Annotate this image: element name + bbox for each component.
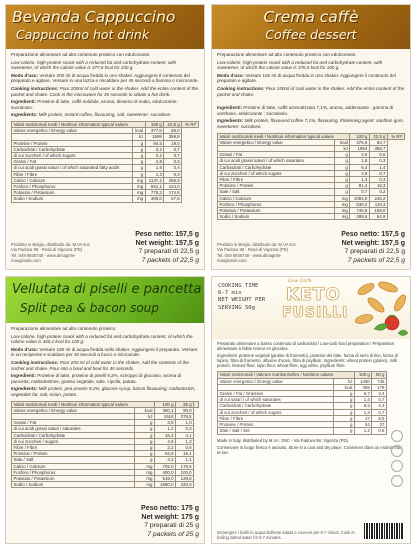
product-title-en: Cappuccino hot drink [16,27,150,42]
table-cell: 0,7 [164,152,182,158]
table-cell: 2,8 [145,159,164,165]
column-header: 100 g [350,133,369,139]
intro-en: Low-calorie, high-protein snack with a reduced fat and carbohydrate content, with sweetener, of which the calorie value is 376,5 kcal for 100 g. [217,59,383,71]
table-cell: 420,0 [176,482,194,488]
table-cell: 124,0 [164,183,182,189]
column-header: Valori nutrizionali / Valeurs nutritionnelles / Nutrition values [218,372,355,378]
table-cell: Proteine / Protein [218,422,334,428]
cooking: Cooking instructions: Pour 200 ml of cold water in the shaker. Add the contents of the sachet and shake. Pour into a bowl and heat for 45 seconds. [11,359,189,371]
table-cell: kcal [132,128,145,134]
table-cell: Fibre / Fibre [12,171,133,177]
table-cell: Fibre / Fibre [12,444,135,450]
distributor-info: Prodotto in Belgio, distribuito da: M.VA snc Via Padova 98 - Rosà di Vigonza (PD) Tel. 049 8936748 - www.dimagrire-mangiando.com [11,242,90,263]
table-cell: kcal [334,384,354,390]
table-cell: 85,0 [164,128,182,134]
table-cell: Valore energetico / Energy value [218,378,334,384]
column-header: 22,5 g [164,121,182,127]
table-header-row [12,121,199,127]
table-cell: 4,1 [176,432,194,438]
column-header: 22,5 g [369,133,387,139]
table-cell: 119,3 [369,201,387,207]
weight-info: Peso netto: 157,5 g Net weight: 157,5 g 7 preparati di 22,5 g 7 packets of 22,5 g [135,231,199,264]
table-cell: g [334,403,354,409]
column-header: 100 g [145,121,164,127]
table-cell: Calcio / Calcium [12,463,135,469]
table-cell: kJ [334,145,350,151]
table-row [12,482,199,488]
table-cell: 1094,0 [350,195,369,201]
table-cell: 0,7 [372,397,387,403]
table-cell: 1,1 [176,457,194,463]
table-cell: g [334,183,350,189]
table-cell: 255,9 [164,177,182,183]
column-header: 100 g [154,401,175,407]
table-cell: 0,3 [369,158,387,164]
table-cell: kJ [132,134,145,140]
table-cell: 0,7 [350,189,369,195]
column-header: 50 g [372,372,387,378]
card-body [6,49,204,203]
table-cell: g [334,422,354,428]
table-cell: 178 [372,384,387,390]
intro-it: Preparazione alimentare ad alto contenuto proteico con edulcorante. [11,52,151,57]
keto-ingredients: Ingredienti: proteine vegetali (glutine di frumento), proteine del latte, farina di semi di lino, farina di lupino, fibra di frumento, albume d'uovo, fibra di psyllium. Ingredients: wheat protein (gluten), milk protein, linseed flour, lupin flour, wheat fibre, egg white, psyllium fibre. [217,353,398,369]
table-cell: kcal [334,139,350,145]
ingredients-it: Ingredienti: Proteine di latte, caffè solubile, aroma, dioxeno di sodio, edulcorante: sucralosio. [11,99,178,110]
table-cell: Grassi / Fat [12,159,133,165]
table-cell: 8,5 [372,415,387,421]
table-cell: g [334,152,350,158]
table-cell: g [334,428,354,434]
column-header: % RI* [387,133,404,139]
ingredients-en: Ingredients: Milk protein, instant coffee, flavouring, salt, sweetener: sucralose. [11,112,172,118]
table-cell: 100,0 [176,469,194,475]
leaf-icon [391,430,403,442]
intro-en: Low-calorie, high-protein snack with a reduced fat and carbohydrate content, with sweetener, of which the calorie value is 377,6 kcal for 100 g. [11,59,177,71]
table-cell: g [134,444,154,450]
table-cell: g [132,171,145,177]
table-cell: Grassi / Fat [12,420,135,426]
table-cell: Carboidrati / Carbohydrate [12,432,135,438]
table-cell: g [334,391,354,397]
table-cell: 67,5 [164,196,182,202]
nutrition-table [11,401,199,489]
table-cell: g [134,420,154,426]
table-cell: 530,2 [350,201,369,207]
egg-icon [391,460,403,472]
table-cell: di cui acidi grassi saturi / saturates [12,426,135,432]
product-name-line2: FUSILLI [282,305,349,321]
table-cell: 519,0 [154,475,175,481]
table-cell: Fibre / Fibre [218,415,334,421]
table-cell: 17 [354,415,371,421]
table-cell: g [334,397,354,403]
product-title-it: Bevanda Cappuccino [12,8,176,26]
column-header: Valori nutrizionali medi / Nutrition information typical values [218,133,350,139]
table-cell: mg [132,190,145,196]
table-cell: Sodio / Sodium [12,482,135,488]
grain-icon [391,445,403,457]
table-row [218,428,387,434]
table-cell: 81,4 [350,183,369,189]
table-cell: g [334,164,350,170]
table-cell: di cui zuccheri / sugars [12,438,135,444]
table-cell: Fosforo / Phosphorus [218,201,335,207]
table-cell: 360,1 [154,407,175,413]
table-cell: 355 [354,384,371,390]
table-cell: 376,5 [350,139,369,145]
table-cell: Potassio / Potassium [218,207,335,213]
table-cell: 4,2 [154,457,175,463]
table-cell: di cui acidi grassi saturi / of which saturated fatty acids [12,165,133,171]
table-cell: g [334,176,350,182]
table-cell: Potassio / Potassium [12,475,135,481]
table-cell: 175,5 [176,463,194,469]
table-cell: 8,5 [354,403,371,409]
barcode-icon [364,523,404,539]
table-cell: 359,8 [164,134,182,140]
table-cell: 776,2 [145,190,164,196]
table-cell: 1,2 [154,426,175,432]
column-header: Valori nutrizionali medi / Nutrition information typical values [12,401,155,407]
keto-description: Preparato alimentare a basso contenuto di carboidrati / Low-carb food preparation / Préparation alimentaire à faible teneur en glucides. [217,341,395,352]
table-cell: di cui zuccheri / of which sugars [12,152,133,158]
table-cell: 4,3 [372,403,387,409]
distributor-info: Prodotto in Belgio, distribuito da: M.VA snc Via Padova 98 - Rosà di Vigonza (PD) Tel. 049 8936748 - www.dimagrire-mangiando.com [217,242,296,263]
pasta-illustration [352,277,410,339]
table-cell: g [132,146,145,152]
table-cell: 0,7 [369,170,387,176]
weight-info: Peso netto: 157,5 g Net weight: 157,5 g 7 preparati di 22,5 g 7 packets of 22,5 g [341,231,405,264]
table-cell: Carboidrati / Carbohydrate [12,146,133,152]
table-cell: 1,4 [369,164,387,170]
storage-info: Conservare in luogo fresco e asciutto. Store in a cool and dry place. Conserver dans un endroit frais et sec. [217,444,403,455]
table-cell: 1,3 [354,409,371,415]
table-cell: g [334,158,350,164]
weight-info: Peso netto: 175 g Net weight: 175 g 7 preparati di 25 g 7 packets of 25 g [141,505,199,538]
table-row [218,214,405,220]
table-cell: di cui zuccheri / of which sugars [218,170,335,176]
method: Modo d'uso: Versare 150 ml di acqua fredda in uno shaker. Aggiungere il contenuto del preparato e agitare. [217,72,396,84]
table-cell: mg [134,482,154,488]
card-body [212,49,410,220]
table-cell: Grassi / Fat [218,152,335,158]
table-cell: 1,3 [145,171,164,177]
table-cell: mg [334,195,350,201]
table-header-row [218,133,405,139]
intro-it: Preparazione alimentare ad alto contenuto proteico con edulcorante. [217,52,357,57]
table-cell: 1,2 [176,438,194,444]
milk-icon [391,475,403,487]
table-cell: 27 [372,422,387,428]
table-cell: 0,3 [369,176,387,182]
table-cell: mg [134,463,154,469]
table-cell: Sale / Salt [12,457,135,463]
nutrition-table [217,133,405,221]
table-cell: 0,3 [164,171,182,177]
column-header: Valori nutrizionali medi / Nutrition information typical values [12,121,146,127]
table-cell: 1490 [354,378,371,384]
table-cell: g [334,189,350,195]
table-cell: 1,3 [350,176,369,182]
table-cell: 1,4 [354,397,371,403]
table-cell: 0,7 [164,146,182,152]
table-cell: 2,2 [154,444,175,450]
table-cell: g [334,170,350,176]
nutrition-table [217,371,387,434]
card-header [212,5,410,49]
table-cell: 702,0 [154,463,175,469]
table-cell: mg [132,183,145,189]
product-title-en: Coffee dessert [265,27,357,42]
cooking: Cooking instructions: Pour 200ml of cold water in the shaker. Add the entire content of the packet and shake. Cook in the microwave for 45 seconds to obtain a hot drink. [11,85,199,97]
column-header: 25 g [176,401,194,407]
table-cell: 3,4 [372,391,387,397]
product-title-it: Crema caffè [263,8,359,26]
table-cell: g [134,426,154,432]
table-cell: di cui acidi grassi saturi / of which saturates [218,158,335,164]
table-cell: Valore energetico / Energy value [12,407,135,413]
table-cell: Potassio / Potassium [12,190,133,196]
table-cell: Carboidrati / Carbohydrate [218,403,334,409]
table-cell: kcal [134,407,154,413]
card-header [6,5,204,49]
table-cell: 246,2 [369,195,387,201]
table-cell: Carboidrati / Carbohydrate [218,164,335,170]
table-cell: 3,9 [154,420,175,426]
cooking-info: COOKING TIME 6-7 min NET WEIGHT PER SERVING 50g [218,283,266,311]
table-cell: Valore energetico / Energy value [218,139,335,145]
ingredients-it: Ingredienti: Proteine di latte, caffè aromatizzato 7,1%, aroma, addensante : gomma di xanthane, edulcorante : sucralosio. [217,105,394,116]
table-cell: 745 [372,378,387,384]
table-cell: mg [334,214,350,220]
table-cell: 64,5 [154,451,175,457]
table-cell: 288,6 [350,214,369,220]
table-cell: 400,0 [154,469,175,475]
keto-body [212,339,410,459]
table-cell: 129,8 [176,475,194,481]
table-cell: g [132,159,145,165]
column-header: % RI* [182,121,199,127]
table-cell: 0,6 [369,152,387,158]
table-cell: 1594 [350,145,369,151]
table-cell: mg [134,469,154,475]
table-cell: 2,6 [350,152,369,158]
method: Modo d'uso: Versare 180 ml di acqua fredda nello shaker. Aggiungere il preparato. Versare in un recipiente e scaldare per 45 secondi a fuoco o microonde. [11,346,198,358]
keto-footer: Immergere i fusilli in acqua bollente salata e cuocere per 6-7 minuti. Cook in boiling salted water for 6-7 minutes. [217,530,355,540]
table-cell: mg [132,177,145,183]
ingredients-en: Ingredients: Milk protein, flavoured coffee 7,1%, flavouring, thickening agent: xanthan gum, sweetener: sucralose. [217,118,404,129]
table-cell: 18,3 [369,183,387,189]
table-cell: di cui zuccheri / of which sugars [218,409,334,415]
table-cell: 84,7 [369,139,387,145]
table-cell: 0,6 [372,428,387,434]
table-cell: g [334,409,354,415]
brand-label: Low Carb [288,279,312,284]
product-card-coffee-dessert [211,4,411,270]
table-cell: 746,8 [350,207,369,213]
table-header-row [12,401,199,407]
table-cell: 0,6 [164,159,182,165]
table-cell: 0,6 [176,444,194,450]
table-cell: Sodio / Sodium [12,196,133,202]
table-cell: 16,4 [154,432,175,438]
table-cell: 3,2 [145,152,164,158]
nutrition-table [11,121,199,203]
intro-en: Low-calorie, high-protein snack with a reduced fat and carbohydrate content, of which the calorie value is 360,1 kcal for 100 g. [11,333,193,345]
made-in: Made in Italy, distributed by M.VA. SNC - Via Padova 98, Vigonza (PD) [217,437,348,443]
product-card-keto-fusilli [211,276,411,544]
product-title-it: Vellutata di piselli e pancetta [12,282,202,297]
table-cell: 3,2 [145,146,164,152]
table-cell: di cui saturi / of which saturates [218,397,334,403]
table-cell: 174,6 [164,190,182,196]
card-body [6,323,204,488]
table-cell: Proteine / Protein [218,183,335,189]
table-cell: 551,1 [145,183,164,189]
product-card-pea-soup [5,276,205,544]
table-cell: 1,2 [354,428,371,434]
keto-header [212,277,410,339]
table-cell: Calcio / Calcium [12,177,133,183]
table-cell: 0,2 [369,189,387,195]
column-header [194,401,199,407]
table-cell: 54 [354,422,371,428]
table-cell: mg [132,196,145,202]
table-cell: Proteine / Protein [12,451,135,457]
card-header [6,277,204,323]
table-cell: 84,5 [145,140,164,146]
table-cell: 16,1 [176,451,194,457]
column-header: 100 g [354,372,371,378]
cooking: Cooking instructions: Pour 150ml of cool water in the shaker. Add the entire content of the packet and shake. [217,85,405,97]
table-cell: kJ [134,413,154,419]
table-cell: 64,9 [369,214,387,220]
table-cell: 90,0 [176,407,194,413]
table-cell: 1680,0 [154,482,175,488]
table-header-row [218,372,387,378]
table-cell: g [134,457,154,463]
table-cell: g [134,432,154,438]
table-cell: g [134,438,154,444]
table-cell: 4,6 [154,438,175,444]
table-cell: mg [334,207,350,213]
table-cell: 1,6 [145,165,164,171]
table-cell: 6,4 [350,164,369,170]
table-cell: Fosforo / Phosphorus [12,469,135,475]
product-title-en: Split pea & bacon soup [20,301,159,315]
table-cell: mg [334,201,350,207]
table-cell: 300,0 [145,196,164,202]
table-cell: 1,0 [176,420,194,426]
table-cell: 6,7 [354,391,371,397]
method: Modo d'uso: Versare 200 ml di acqua fredda in uno shaker. Aggiungere il contenuto del preparato e agitare. Versare in una tazza e riscaldare per 45 secondi a fiamma o microonde. [11,72,199,84]
table-cell: Calcio / Calcium [218,195,335,201]
table-cell: Proteine / Protein [12,140,133,146]
table-cell: 2,9 [350,170,369,176]
table-cell: g [132,140,145,146]
table-cell: Sale / Salt [218,189,335,195]
table-cell: Sale / Salt / Sel [218,428,334,434]
ingredients-en: Ingredients: Milk protein, pea protein 9,2%, glucose syrup, bacon flavouring, maltodextrin, vegetable fat, salt, onion, potato. [11,386,196,397]
table-cell: Grassi / Fat / Graisses [218,391,334,397]
table-cell: 358,7 [369,145,387,151]
table-cell: Fibre / Fibre [218,176,335,182]
table-cell: 379,5 [176,413,194,419]
side-icons [389,427,405,490]
table-cell: 0,7 [372,409,387,415]
product-name-line1: KETO [286,285,341,305]
table-cell: 0,3 [176,426,194,432]
table-cell: 19,0 [164,140,182,146]
table-cell: 1518 [154,413,175,419]
table-cell: Sodio / Sodium [218,214,335,220]
table-cell: mg [134,475,154,481]
table-cell: g [334,415,354,421]
table-cell: Fosforo / Phosphorus [12,183,133,189]
product-card-cappuccino [5,4,205,270]
table-cell: 1137,2 [145,177,164,183]
table-cell: g [132,152,145,158]
table-cell: 377,6 [145,128,164,134]
table-cell: g [132,165,145,171]
table-cell: 168,0 [369,207,387,213]
table-cell: kJ [334,378,354,384]
table-cell: g [134,451,154,457]
ingredients-it: Ingredienti: Proteine di latte, proteine di piselli 9,2%, sciroppo di glucosio, aroma di pancetta, maltodestrine, grasso vegetale, sale, cipolla, patata. [11,373,182,384]
table-row [12,196,199,202]
intro-it: Preparazione alimentare ad alto contenuto proteico. [11,326,117,331]
table-cell: 1599 [145,134,164,140]
table-cell: Valore energetico / Energy value [12,128,133,134]
table-cell: 0,4 [164,165,182,171]
table-cell: 1,5 [350,158,369,164]
